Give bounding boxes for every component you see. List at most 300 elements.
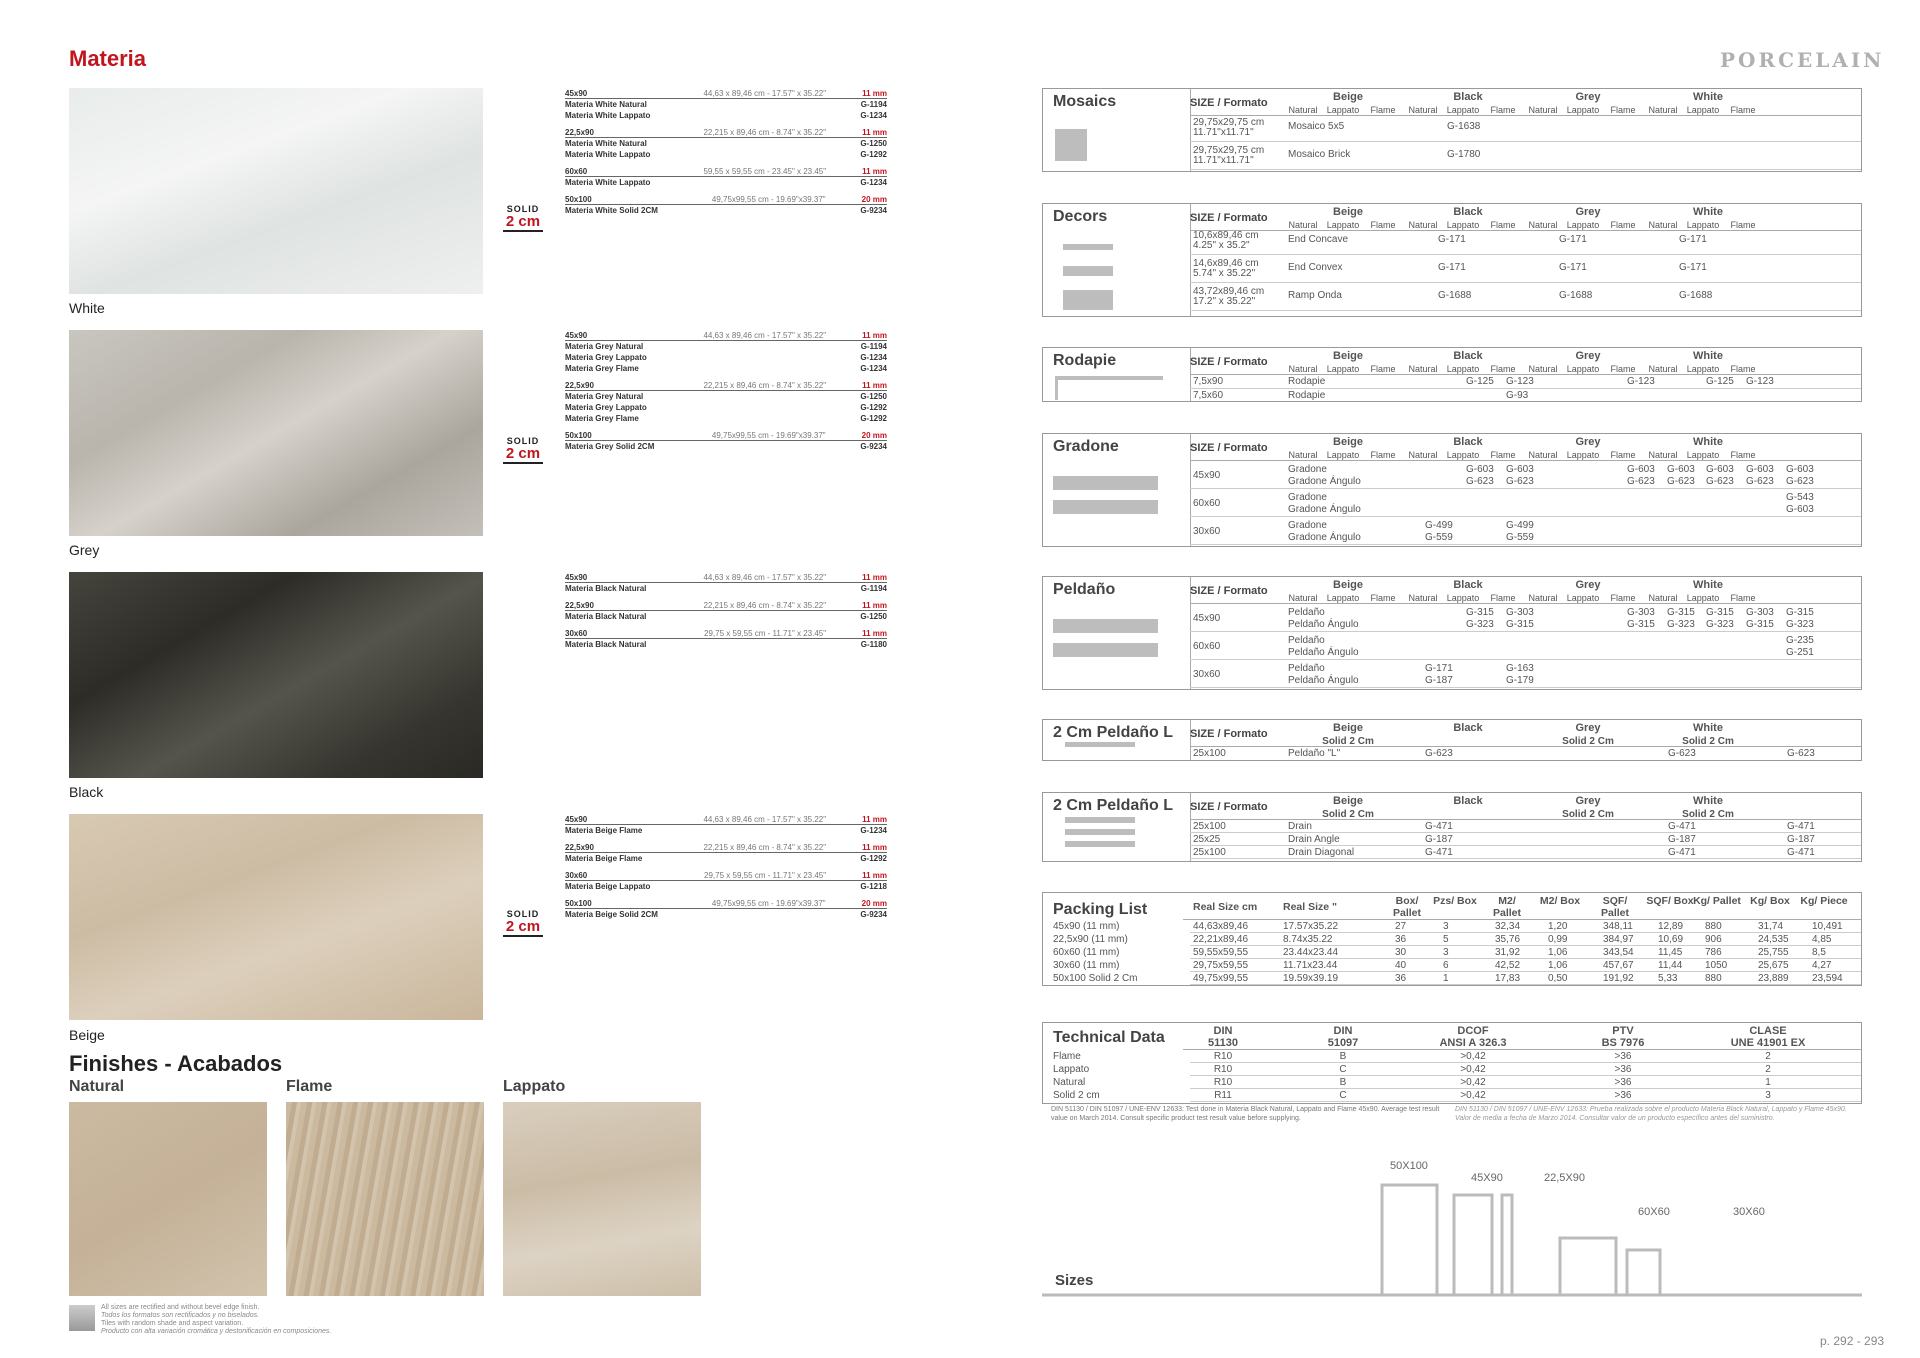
- spec-item-row: [565, 177, 887, 188]
- footnote: Producto con alta variación cromática y destonificación en composiciones.: [101, 1328, 332, 1335]
- finish-header: Flame: [1730, 450, 1756, 460]
- spec-thickness: 20 mm: [861, 195, 887, 204]
- decor-thumbnail: [1063, 244, 1113, 250]
- product-code: G-315: [1466, 607, 1494, 618]
- table-rodapie: [1042, 347, 1862, 402]
- spec-name: 50x100: [565, 899, 592, 908]
- row-line: [1190, 932, 1861, 933]
- product-code: G-1688: [1679, 290, 1713, 301]
- cell-value: >0,42: [1460, 1064, 1486, 1075]
- cell-value: 4,27: [1812, 960, 1832, 971]
- finish-label-lappato: Lappato: [503, 1078, 566, 1095]
- finish-header: Lappato: [1566, 450, 1600, 460]
- spec-dimensions: 44,63 x 89,46 cm - 17.57" x 35.22": [703, 573, 827, 582]
- solid-label: SOLID: [506, 436, 540, 446]
- row-label: Lappato: [1053, 1064, 1090, 1075]
- column-header: Kg/ Pallet: [1693, 895, 1741, 907]
- decor-thumbnail: [1063, 290, 1113, 310]
- spec-code: G-9234: [860, 206, 887, 215]
- product-name: Peldaño Ángulo: [1288, 675, 1359, 686]
- spec-name: Materia Grey Lappato: [565, 403, 647, 412]
- cell-value: 8,5: [1812, 947, 1826, 958]
- spec-dimensions: 44,63 x 89,46 cm - 17.57" x 35.22": [703, 331, 827, 340]
- product-code: G-315: [1667, 607, 1695, 618]
- size-label-50x100: 50X100: [1390, 1160, 1428, 1172]
- product-code: G-315: [1746, 619, 1774, 630]
- product-code: G-603: [1706, 464, 1734, 475]
- column-header: DIN: [1333, 1025, 1353, 1037]
- finish-header: Solid 2 Cm: [1322, 736, 1374, 747]
- table-drain: [1042, 792, 1862, 862]
- row-label: 45x90 (11 mm): [1053, 921, 1120, 932]
- spec-size-row: [565, 127, 887, 138]
- table-title: Decors: [1053, 208, 1108, 225]
- size-label-30x60: 30X60: [1733, 1206, 1765, 1218]
- cell-value: 60x60: [1193, 641, 1221, 652]
- color-header: White: [1693, 436, 1723, 448]
- spec-name: 22,5x90: [565, 128, 594, 137]
- page-title: Materia: [69, 46, 147, 71]
- product-name: Mosaico Brick: [1288, 149, 1351, 160]
- product-code: G-123: [1746, 376, 1774, 387]
- spec-size-row: [565, 870, 887, 881]
- finish-header: Natural: [1288, 105, 1318, 115]
- cell-value: 1,20: [1548, 921, 1568, 932]
- spec-code: G-1250: [860, 392, 887, 401]
- spec-item-row: [565, 881, 887, 892]
- table-mosaics: [1042, 88, 1862, 172]
- product-name: Peldaño: [1288, 635, 1325, 646]
- finish-header: Natural: [1288, 450, 1318, 460]
- spec-item-row: [565, 341, 887, 352]
- page-number: p. 292 - 293: [1820, 1334, 1885, 1348]
- solid-label: SOLID: [506, 909, 540, 919]
- product-code: G-623: [1746, 476, 1774, 487]
- product-code: G-499: [1425, 520, 1453, 531]
- finish-header: Solid 2 Cm: [1682, 809, 1734, 820]
- finish-swatch-natural: [69, 1102, 267, 1296]
- product-name: Peldaño Ángulo: [1288, 647, 1359, 658]
- product-code: G-543: [1786, 492, 1814, 503]
- product-code: G-603: [1506, 464, 1534, 475]
- row-label: Solid 2 cm: [1053, 1090, 1100, 1101]
- cell-value: 6: [1443, 960, 1449, 971]
- cell-value: R10: [1213, 1077, 1233, 1088]
- spec-thickness: 11 mm: [862, 871, 887, 880]
- cell-value: 29,75x29,75 cm: [1193, 145, 1265, 156]
- cell-value: 0,50: [1548, 973, 1568, 984]
- spec-dimensions: 59,55 x 59,55 cm - 23.45" x 23.45": [703, 167, 827, 176]
- product-code: G-623: [1668, 748, 1696, 759]
- spec-size-row: [565, 166, 887, 177]
- finish-header: Solid 2 Cm: [1682, 736, 1734, 747]
- cell-value: 11,45: [1658, 947, 1683, 958]
- product-code: G-559: [1425, 532, 1453, 543]
- cell-value: C: [1339, 1090, 1347, 1101]
- color-header: Black: [1453, 91, 1483, 103]
- cell-value: 49,75x99,55: [1193, 973, 1249, 984]
- cell-value: 44,63x89,46: [1193, 921, 1249, 932]
- color-header: Black: [1453, 722, 1483, 734]
- product-code: G-187: [1668, 834, 1696, 845]
- finish-header: Lappato: [1446, 450, 1480, 460]
- technical-note-en: DIN 51130 / DIN 51097 / UNE-ENV 12633: Test done in Materia Black Natural, Lappato and Flame 45x90. Average test result value on March 2014. Consult specific product test result value before supplying.: [1051, 1106, 1440, 1122]
- spec-item-row: [565, 138, 887, 149]
- size-header: SIZE / Formato: [1190, 356, 1268, 368]
- spec-dimensions: 49,75x99,55 cm - 19.69"x39.37": [711, 899, 826, 908]
- product-code: G-603: [1746, 464, 1774, 475]
- product-code: G-163: [1506, 663, 1534, 674]
- product-code: G-471: [1668, 821, 1696, 832]
- finish-header: Flame: [1610, 364, 1636, 374]
- swatch-label-beige: Beige: [69, 1027, 105, 1043]
- color-header: Grey: [1575, 350, 1601, 362]
- finish-header: Flame: [1610, 220, 1636, 230]
- product-code: G-171: [1425, 663, 1453, 674]
- spec-size-row: [565, 814, 887, 825]
- spec-code: G-1234: [860, 111, 887, 120]
- spec-name: Materia White Natural: [565, 139, 647, 148]
- cell-value: 25x100: [1193, 821, 1226, 832]
- color-header: Beige: [1333, 795, 1363, 807]
- size-header: SIZE / Formato: [1190, 212, 1268, 224]
- product-code: G-123: [1506, 376, 1534, 387]
- spec-item-row: [565, 352, 887, 363]
- spec-name: Materia Black Natural: [565, 584, 647, 593]
- table-packing-list: [1042, 892, 1862, 986]
- spec-size-row: [565, 330, 887, 341]
- column-header: 51130: [1208, 1037, 1238, 1049]
- spec-item-row: [565, 110, 887, 121]
- cell-value: 3: [1443, 947, 1449, 958]
- finish-header: Natural: [1648, 105, 1678, 115]
- spec-item-row: [565, 205, 887, 216]
- spec-item-row: [565, 402, 887, 413]
- row-line: [1190, 516, 1861, 517]
- cell-value: >36: [1614, 1064, 1632, 1075]
- cell-value: 2: [1765, 1051, 1771, 1062]
- finish-header: Flame: [1730, 364, 1756, 374]
- column-header: Real Size ": [1283, 901, 1338, 913]
- solid-badge-grey: [503, 437, 543, 464]
- spec-item-row: [565, 639, 887, 650]
- cell-value: 5,33: [1658, 973, 1678, 984]
- product-code: G-471: [1425, 821, 1453, 832]
- finish-header: Lappato: [1686, 593, 1720, 603]
- cell-value: 14,6x89,46 cm: [1193, 258, 1259, 269]
- product-code: G-187: [1425, 834, 1453, 845]
- cell-value: 45x90: [1193, 470, 1221, 481]
- column-header: Kg/ Box: [1750, 895, 1790, 907]
- cell-value: 29,75x29,75 cm: [1193, 117, 1265, 128]
- cell-value: 7,5x90: [1193, 376, 1224, 387]
- spec-dimensions: 49,75x99,55 cm - 19.69"x39.37": [711, 431, 826, 440]
- spec-thickness: 11 mm: [862, 331, 887, 340]
- finish-header: Lappato: [1686, 220, 1720, 230]
- cell-value: B: [1339, 1051, 1347, 1062]
- cell-value: 17,83: [1495, 973, 1521, 984]
- spec-dimensions: 22,215 x 89,46 cm - 8.74" x 35.22": [703, 381, 827, 390]
- cell-value: 31,92: [1495, 947, 1521, 958]
- size-label-60x60: 60X60: [1638, 1206, 1670, 1218]
- spec-code: G-1292: [860, 414, 887, 423]
- table-title: Mosaics: [1053, 93, 1117, 110]
- cell-value: >0,42: [1460, 1090, 1486, 1101]
- spec-thickness: 11 mm: [862, 629, 887, 638]
- color-header: Black: [1453, 206, 1483, 218]
- product-code: G-171: [1559, 262, 1587, 273]
- product-code: G-603: [1667, 464, 1695, 475]
- row-label: 30x60 (11 mm): [1053, 960, 1120, 971]
- color-header: Grey: [1575, 579, 1601, 591]
- product-code: G-603: [1466, 464, 1494, 475]
- solid-badge-beige: [503, 910, 543, 937]
- product-code: G-323: [1786, 619, 1814, 630]
- color-header: Black: [1453, 436, 1483, 448]
- spec-size-row: [565, 600, 887, 611]
- row-line: [1190, 1088, 1861, 1089]
- row-line: [1190, 488, 1861, 489]
- cell-value: 23,889: [1758, 973, 1789, 984]
- finish-header: Natural: [1648, 593, 1678, 603]
- row-line: [1190, 310, 1861, 311]
- product-name: Gradone: [1288, 492, 1327, 503]
- spec-dimensions: 22,215 x 89,46 cm - 8.74" x 35.22": [703, 128, 827, 137]
- spec-name: 45x90: [565, 573, 588, 582]
- cell-value: >36: [1614, 1051, 1632, 1062]
- swatch-label-black: Black: [69, 784, 104, 800]
- swatch-white: [69, 88, 483, 294]
- spec-item-row: [565, 391, 887, 402]
- product-code: G-323: [1466, 619, 1494, 630]
- table-peldano: [1042, 576, 1862, 690]
- finish-header: Flame: [1610, 450, 1636, 460]
- spec-code: G-1292: [860, 150, 887, 159]
- finish-header: Flame: [1490, 364, 1516, 374]
- color-header: White: [1693, 579, 1723, 591]
- row-line: [1190, 832, 1861, 833]
- spec-size-row: [565, 88, 887, 99]
- swatch-label-white: White: [69, 300, 105, 316]
- color-header: Beige: [1333, 579, 1363, 591]
- finish-header: Natural: [1408, 450, 1438, 460]
- table-title: 2 Cm Peldaño L: [1053, 797, 1174, 814]
- spec-thickness: 11 mm: [862, 381, 887, 390]
- spec-name: Materia Beige Flame: [565, 826, 643, 835]
- solid-thickness: 2 cm: [503, 214, 543, 232]
- column-header: UNE 41901 EX: [1730, 1037, 1806, 1049]
- step-thumbnail: [1053, 619, 1158, 633]
- product-code: G-603: [1786, 464, 1814, 475]
- cell-value: 27: [1395, 921, 1407, 932]
- finish-header: Flame: [1490, 220, 1516, 230]
- spec-name: Materia Grey Natural: [565, 342, 644, 351]
- column-header: 51097: [1327, 1037, 1359, 1049]
- spec-name: Materia Black Natural: [565, 640, 647, 649]
- product-code: G-323: [1667, 619, 1695, 630]
- finish-header: Solid 2 Cm: [1322, 809, 1374, 820]
- row-line: [1190, 659, 1861, 660]
- cell-value: 8.74x35.22: [1283, 934, 1333, 945]
- spec-size-row: [565, 898, 887, 909]
- swatch-beige: [69, 814, 483, 1020]
- step-thumbnail: [1053, 643, 1158, 657]
- finish-header: Natural: [1528, 220, 1558, 230]
- spec-size-row: [565, 572, 887, 583]
- product-code: G-315: [1706, 607, 1734, 618]
- solid-label: SOLID: [506, 204, 540, 214]
- column-header: M2/ Box: [1539, 895, 1581, 907]
- table-title: Gradone: [1053, 438, 1119, 455]
- product-name: Mosaico 5x5: [1288, 121, 1345, 132]
- mosaic-thumbnail: [1055, 129, 1087, 161]
- row-line: [1190, 971, 1861, 972]
- spec-name: 30x60: [565, 629, 588, 638]
- cell-value: 36: [1395, 934, 1407, 945]
- sizes-title: Sizes: [1055, 1272, 1094, 1289]
- spec-code: G-1234: [860, 364, 887, 373]
- cell-value: 22,21x89,46: [1193, 934, 1249, 945]
- finish-header: Flame: [1610, 593, 1636, 603]
- cell-value: 2: [1765, 1064, 1771, 1075]
- spec-thickness: 11 mm: [862, 573, 887, 582]
- cell-value: 5.74" x 35.22": [1193, 268, 1256, 279]
- spec-item-row: [565, 583, 887, 594]
- finish-header: Lappato: [1566, 220, 1600, 230]
- row-label: 50x100 Solid 2 Cm: [1053, 973, 1138, 984]
- cell-value: 3: [1443, 921, 1449, 932]
- color-header: Grey: [1575, 206, 1601, 218]
- row-label: Natural: [1053, 1077, 1086, 1088]
- spec-thickness: 20 mm: [861, 431, 887, 440]
- column-header: DCOF: [1457, 1025, 1489, 1037]
- drain-thumbnail: [1065, 829, 1135, 835]
- product-code: G-471: [1787, 847, 1815, 858]
- spec-code: G-1250: [860, 139, 887, 148]
- product-code: G-499: [1506, 520, 1534, 531]
- footnote: All sizes are rectified and without bevel edge finish.: [101, 1304, 260, 1311]
- spec-code: G-1234: [860, 353, 887, 362]
- product-code: G-125: [1466, 376, 1494, 387]
- product-code: G-471: [1668, 847, 1696, 858]
- spec-name: 22,5x90: [565, 601, 594, 610]
- product-code: G-303: [1746, 607, 1774, 618]
- finish-header: Natural: [1288, 220, 1318, 230]
- spec-name: 30x60: [565, 871, 588, 880]
- spec-code: G-1292: [860, 403, 887, 412]
- product-code: G-171: [1679, 234, 1707, 245]
- product-code: G-603: [1627, 464, 1655, 475]
- rodapie-thumbnail: [1055, 376, 1163, 380]
- finish-header: Natural: [1648, 364, 1678, 374]
- spec-name: Materia White Solid 2CM: [565, 206, 658, 215]
- step-thumbnail: [1053, 476, 1158, 490]
- spec-code: G-1292: [860, 854, 887, 863]
- column-header: Real Size cm: [1193, 901, 1258, 913]
- row-line: [1190, 945, 1861, 946]
- finish-header: Lappato: [1566, 364, 1600, 374]
- product-name: Gradone Ángulo: [1288, 532, 1361, 543]
- spec-code: G-1194: [860, 584, 887, 593]
- product-name: Gradone: [1288, 464, 1327, 475]
- cell-value: 10,69: [1658, 934, 1684, 945]
- spec-size-row: [565, 194, 887, 205]
- row-line: [1190, 1075, 1861, 1076]
- table-technical-data: [1042, 1022, 1862, 1122]
- row-line: [1190, 858, 1861, 859]
- size-header: SIZE / Formato: [1190, 801, 1268, 813]
- peldano-l-thumbnail: [1065, 742, 1135, 747]
- cell-value: 4.25" x 35.2": [1193, 240, 1250, 251]
- finish-header: Flame: [1610, 105, 1636, 115]
- spec-code: G-9234: [860, 910, 887, 919]
- spec-name: 50x100: [565, 195, 592, 204]
- cell-value: 23,594: [1812, 973, 1843, 984]
- spec-size-row: [565, 380, 887, 391]
- table-gradone: [1042, 433, 1862, 547]
- finish-header: Lappato: [1446, 364, 1480, 374]
- finish-header: Natural: [1288, 364, 1318, 374]
- step-thumbnail: [1053, 500, 1158, 514]
- product-name: Rodapie: [1288, 390, 1326, 401]
- spec-name: Materia Grey Natural: [565, 392, 644, 401]
- spec-code: G-1180: [860, 640, 887, 649]
- product-code: G-251: [1786, 647, 1814, 658]
- product-name: Drain Diagonal: [1288, 847, 1355, 858]
- color-header: Black: [1453, 350, 1483, 362]
- cell-value: 30x60: [1193, 526, 1221, 537]
- spec-size-row: [565, 842, 887, 853]
- finish-header: Solid 2 Cm: [1562, 809, 1614, 820]
- spec-dimensions: 22,215 x 89,46 cm - 8.74" x 35.22": [703, 843, 827, 852]
- spec-thickness: 11 mm: [862, 89, 887, 98]
- cell-value: 10,6x89,46 cm: [1193, 230, 1259, 241]
- row-line: [1190, 984, 1861, 985]
- table-title: Technical Data: [1053, 1029, 1165, 1046]
- column-header: ANSI A 326.3: [1439, 1037, 1507, 1049]
- spec-thickness: 11 mm: [862, 815, 887, 824]
- cell-value: 11,44: [1658, 960, 1683, 971]
- product-code: G-623: [1667, 476, 1695, 487]
- product-code: G-123: [1627, 376, 1655, 387]
- column-header: DIN: [1213, 1025, 1233, 1037]
- product-name: Drain Angle: [1288, 834, 1340, 845]
- column-header: M2/ Pallet: [1492, 895, 1521, 919]
- product-code: G-603: [1786, 504, 1814, 515]
- row-label: Flame: [1053, 1051, 1081, 1062]
- product-code: G-303: [1627, 607, 1655, 618]
- table-decors: [1042, 203, 1862, 317]
- finish-header: Flame: [1490, 450, 1516, 460]
- color-header: White: [1693, 795, 1723, 807]
- finish-header: Flame: [1370, 220, 1396, 230]
- spec-name: 60x60: [565, 167, 588, 176]
- cell-value: 1,06: [1548, 960, 1568, 971]
- cell-value: 30: [1395, 947, 1407, 958]
- product-name: Ramp Onda: [1288, 290, 1342, 301]
- cell-value: R10: [1213, 1064, 1233, 1075]
- spec-item-row: [565, 441, 887, 452]
- cell-value: 786: [1705, 947, 1722, 958]
- spec-thickness: 11 mm: [862, 601, 887, 610]
- finish-header: Lappato: [1446, 220, 1480, 230]
- spec-name: Materia Grey Flame: [565, 414, 639, 423]
- spec-code: G-1234: [860, 178, 887, 187]
- color-header: White: [1693, 350, 1723, 362]
- cell-value: 880: [1705, 921, 1722, 932]
- technical-note-es: DIN 51130 / DIN 51097 / UNE-ENV 12633: Prueba realizada sobre el producto Materia Black Natural, Lappato y Flame 45x90. Valor de media a fecha de Marzo 2014. Consultar valor de un producto específico antes del suministro.: [1455, 1106, 1847, 1122]
- finish-swatch-flame: [286, 1102, 484, 1296]
